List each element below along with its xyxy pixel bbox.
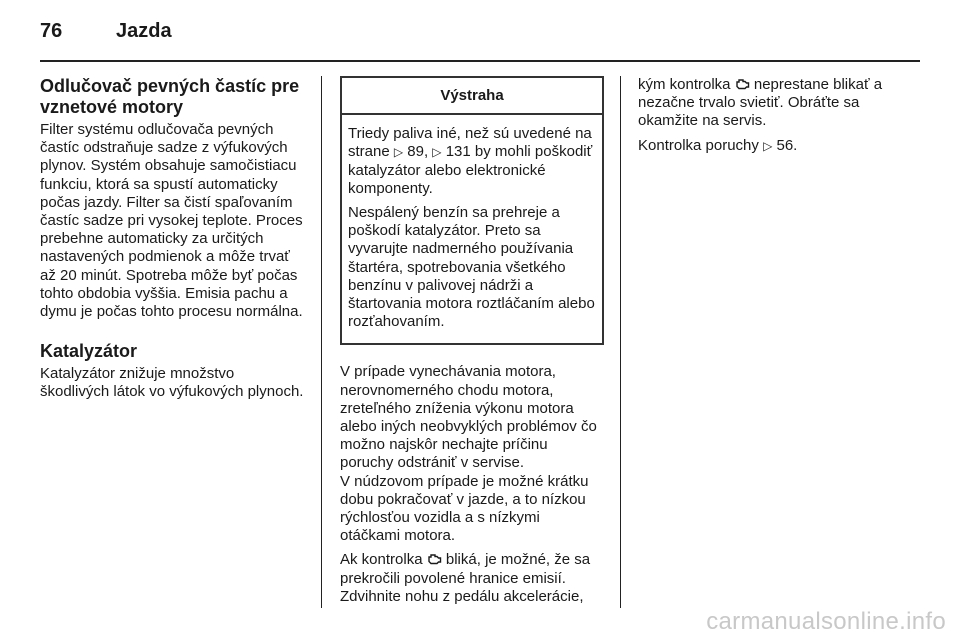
catalyst-text: Katalyzátor znižuje množstvo škodlivých látok vo výfukových plynoch. xyxy=(40,365,304,401)
page-ref-link-89[interactable]: 89 xyxy=(407,143,424,161)
indicator-blinking-paragraph xyxy=(340,551,604,606)
body-text: Kontrolka poruchy xyxy=(638,136,764,154)
page-ref-link-56[interactable]: 56 xyxy=(776,136,794,154)
column-1 xyxy=(40,76,306,408)
body-text: neprestane blikať a nezačne trvalo svietiť. Obráťte sa okamžite na servis. xyxy=(638,76,883,130)
page-header xyxy=(40,10,920,50)
warning-title: Výstraha xyxy=(342,78,602,115)
triangle-ref-icon: ▷ xyxy=(763,138,773,153)
body-text: kým kontrolka xyxy=(638,76,735,93)
triangle-ref-icon: ▷ xyxy=(393,145,404,160)
column-2 xyxy=(340,76,604,612)
particle-filter-text: Filter systému odlučovača pevných častíc odstraňuje sadze z výfukových plynov. Systém obsahuje samočistiacu funkciu, ktorá sa spustí automaticky počas jazdy. Filter sa čistí spaľovaním častíc sadze pri vysokej teplote. Proces prebehne automaticky za určitých nastavených podmienok a môže trvať až 20 minút. Spotreba môže byť počas tohto obdobia vyššia. Emisia pachu a dymu je počas tohto procesu normálna. xyxy=(40,121,303,321)
warning-text: by mohli poškodiť katalyzátor alebo elektronické komponenty. xyxy=(348,143,593,197)
warning-text: Triedy paliva iné, než sú uvedené na strane xyxy=(348,125,592,161)
body-text: bliká, je možné, že sa prekročili povolené hranice emisií. Zdvihnite nohu z pedálu akcelerácie, xyxy=(340,551,591,605)
fault-indicator-paragraph xyxy=(638,137,900,155)
page-title: Jazda xyxy=(116,20,172,42)
page-number: 76 xyxy=(40,20,63,42)
engine-warning-icon xyxy=(735,78,750,91)
column-divider-1 xyxy=(321,76,322,608)
engine-warning-icon xyxy=(427,553,442,566)
section-title-particle-filter: Odlučovač pevných častíc pre vznetové motory xyxy=(40,76,300,117)
column-divider-2 xyxy=(620,76,621,608)
warning-paragraph-1 xyxy=(348,125,596,198)
emergency-paragraph: V núdzovom prípade je možné krátku dobu pokračovať v jazde, a to nízkou rýchlosťou vozidla a s nízkymi otáčkami motora. xyxy=(340,472,589,545)
section-title-catalyst: Katalyzátor xyxy=(40,341,138,362)
watermark: carmanualsonline.info xyxy=(706,608,946,635)
warning-text: , xyxy=(423,143,433,161)
warning-paragraph-2: Nespálený benzín sa prehreje a poškodí katalyzátor. Preto sa vyvarujte nadmerného používania štartéra, spotrebovania všetkého benzínu v palivovej nádrži a štartovania motora roztláčaním alebo rozťahovaním. xyxy=(348,204,595,331)
column-3 xyxy=(638,76,900,161)
warning-box xyxy=(340,76,604,345)
triangle-ref-icon: ▷ xyxy=(432,145,442,160)
body-text: . xyxy=(793,136,798,154)
warning-body xyxy=(342,115,602,343)
body-text: Ak kontrolka xyxy=(340,551,427,569)
header-rule xyxy=(40,60,920,62)
page-ref-link-131[interactable]: 131 xyxy=(445,143,471,161)
indicator-steady-paragraph xyxy=(638,76,900,131)
malfunction-paragraph: V prípade vynechávania motora, nerovnomerného chodu motora, zreteľného zníženia výkonu motora alebo iných neobvyklých problémov čo možno najskôr nechajte príčinu poruchy odstrániť v servise. xyxy=(340,363,597,472)
